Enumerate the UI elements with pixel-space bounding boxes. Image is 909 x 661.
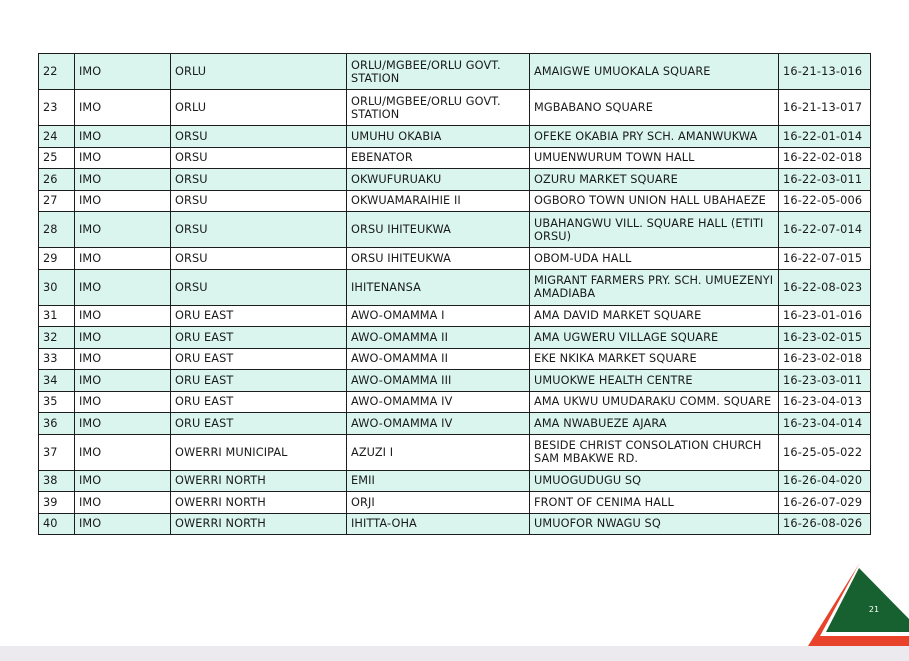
cell-state: IMO — [75, 327, 171, 349]
cell-ward: IHITENANSA — [347, 269, 530, 305]
cell-lga: ORLU — [171, 54, 347, 90]
cell-lga: ORU EAST — [171, 370, 347, 392]
cell-serial-number: 27 — [39, 190, 75, 212]
cell-pu-code: 16-22-07-014 — [779, 212, 871, 248]
cell-polling-unit: BESIDE CHRIST CONSOLATION CHURCH SAM MBAKWE RD. — [530, 434, 779, 470]
table-row — [39, 434, 871, 470]
cell-pu-code: 16-23-02-018 — [779, 348, 871, 370]
cell-serial-number: 39 — [39, 492, 75, 514]
cell-polling-unit: AMA UGWERU VILLAGE SQUARE — [530, 327, 779, 349]
cell-pu-code: 16-21-13-016 — [779, 54, 871, 90]
cell-lga: OWERRI NORTH — [171, 492, 347, 514]
cell-lga: ORSU — [171, 212, 347, 248]
cell-state: IMO — [75, 147, 171, 169]
table-body — [39, 54, 871, 535]
cell-polling-unit: OFEKE OKABIA PRY SCH. AMANWUKWA — [530, 126, 779, 148]
cell-polling-unit: AMA UKWU UMUDARAKU COMM. SQUARE — [530, 391, 779, 413]
cell-serial-number: 38 — [39, 470, 75, 492]
cell-pu-code: 16-22-05-006 — [779, 190, 871, 212]
table-row — [39, 470, 871, 492]
cell-state: IMO — [75, 126, 171, 148]
cell-serial-number: 32 — [39, 327, 75, 349]
cell-polling-unit: UMUOGUDUGU SQ — [530, 470, 779, 492]
cell-state: IMO — [75, 434, 171, 470]
cell-lga: OWERRI NORTH — [171, 513, 347, 535]
cell-serial-number: 24 — [39, 126, 75, 148]
cell-state: IMO — [75, 348, 171, 370]
cell-polling-unit: OZURU MARKET SQUARE — [530, 169, 779, 191]
cell-state: IMO — [75, 212, 171, 248]
cell-lga: ORSU — [171, 248, 347, 270]
cell-pu-code: 16-22-01-014 — [779, 126, 871, 148]
table-row — [39, 305, 871, 327]
cell-pu-code: 16-23-03-011 — [779, 370, 871, 392]
cell-state: IMO — [75, 391, 171, 413]
cell-polling-unit: FRONT OF CENIMA HALL — [530, 492, 779, 514]
cell-serial-number: 31 — [39, 305, 75, 327]
table-row — [39, 269, 871, 305]
table-row — [39, 54, 871, 90]
cell-polling-unit: AMA NWABUEZE AJARA — [530, 413, 779, 435]
cell-pu-code: 16-26-07-029 — [779, 492, 871, 514]
cell-ward: OKWUAMARAIHIE II — [347, 190, 530, 212]
polling-units-table-wrapper — [38, 53, 870, 535]
cell-lga: OWERRI NORTH — [171, 470, 347, 492]
cell-serial-number: 26 — [39, 169, 75, 191]
table-row — [39, 492, 871, 514]
cell-pu-code: 16-22-03-011 — [779, 169, 871, 191]
cell-pu-code: 16-25-05-022 — [779, 434, 871, 470]
table-row — [39, 413, 871, 435]
table-row — [39, 348, 871, 370]
cell-lga: ORU EAST — [171, 391, 347, 413]
cell-state: IMO — [75, 269, 171, 305]
cell-ward: AWO-OMAMMA III — [347, 370, 530, 392]
cell-state: IMO — [75, 305, 171, 327]
cell-polling-unit: UMUENWURUM TOWN HALL — [530, 147, 779, 169]
cell-serial-number: 34 — [39, 370, 75, 392]
cell-polling-unit: OGBORO TOWN UNION HALL UBAHAEZE — [530, 190, 779, 212]
organization-logo-icon — [808, 564, 909, 646]
cell-lga: ORSU — [171, 269, 347, 305]
cell-serial-number: 22 — [39, 54, 75, 90]
cell-ward: OKWUFURUAKU — [347, 169, 530, 191]
table-row — [39, 248, 871, 270]
cell-ward: AWO-OMAMMA II — [347, 327, 530, 349]
cell-lga: ORSU — [171, 126, 347, 148]
cell-serial-number: 36 — [39, 413, 75, 435]
cell-ward: ORLU/MGBEE/ORLU GOVT. STATION — [347, 54, 530, 90]
cell-serial-number: 30 — [39, 269, 75, 305]
cell-state: IMO — [75, 190, 171, 212]
table-row — [39, 212, 871, 248]
page-bottom-edge — [0, 646, 909, 661]
cell-ward: UMUHU OKABIA — [347, 126, 530, 148]
cell-lga: OWERRI MUNICIPAL — [171, 434, 347, 470]
cell-ward: AWO-OMAMMA II — [347, 348, 530, 370]
cell-state: IMO — [75, 169, 171, 191]
cell-polling-unit: UMUOKWE HEALTH CENTRE — [530, 370, 779, 392]
cell-serial-number: 25 — [39, 147, 75, 169]
cell-state: IMO — [75, 370, 171, 392]
cell-ward: AZUZI I — [347, 434, 530, 470]
cell-state: IMO — [75, 248, 171, 270]
cell-lga: ORU EAST — [171, 413, 347, 435]
cell-ward: ORJI — [347, 492, 530, 514]
cell-ward: ORSU IHITEUKWA — [347, 212, 530, 248]
cell-polling-unit: AMAIGWE UMUOKALA SQUARE — [530, 54, 779, 90]
cell-lga: ORU EAST — [171, 327, 347, 349]
cell-pu-code: 16-22-02-018 — [779, 147, 871, 169]
cell-pu-code: 16-23-02-015 — [779, 327, 871, 349]
polling-units-table — [38, 53, 871, 535]
cell-pu-code: 16-23-04-014 — [779, 413, 871, 435]
cell-pu-code: 16-23-04-013 — [779, 391, 871, 413]
cell-pu-code: 16-21-13-017 — [779, 90, 871, 126]
cell-serial-number: 29 — [39, 248, 75, 270]
cell-state: IMO — [75, 513, 171, 535]
cell-polling-unit: EKE NKIKA MARKET SQUARE — [530, 348, 779, 370]
table-row — [39, 391, 871, 413]
cell-ward: ORLU/MGBEE/ORLU GOVT. STATION — [347, 90, 530, 126]
cell-ward: IHITTA-OHA — [347, 513, 530, 535]
cell-state: IMO — [75, 90, 171, 126]
cell-serial-number: 28 — [39, 212, 75, 248]
table-row — [39, 513, 871, 535]
cell-ward: AWO-OMAMMA IV — [347, 391, 530, 413]
cell-ward: EMII — [347, 470, 530, 492]
cell-serial-number: 37 — [39, 434, 75, 470]
table-row — [39, 370, 871, 392]
cell-pu-code: 16-23-01-016 — [779, 305, 871, 327]
table-row — [39, 147, 871, 169]
cell-ward: AWO-OMAMMA I — [347, 305, 530, 327]
cell-ward: ORSU IHITEUKWA — [347, 248, 530, 270]
cell-lga: ORLU — [171, 90, 347, 126]
cell-serial-number: 33 — [39, 348, 75, 370]
cell-polling-unit: MIGRANT FARMERS PRY. SCH. UMUEZENYI AMADIABA — [530, 269, 779, 305]
cell-pu-code: 16-26-08-026 — [779, 513, 871, 535]
cell-state: IMO — [75, 492, 171, 514]
page-number: 21 — [868, 605, 880, 614]
cell-polling-unit: OBOM-UDA HALL — [530, 248, 779, 270]
cell-pu-code: 16-22-08-023 — [779, 269, 871, 305]
cell-lga: ORSU — [171, 169, 347, 191]
cell-ward: AWO-OMAMMA IV — [347, 413, 530, 435]
cell-polling-unit: UBAHANGWU VILL. SQUARE HALL (ETITI ORSU) — [530, 212, 779, 248]
cell-polling-unit: AMA DAVID MARKET SQUARE — [530, 305, 779, 327]
cell-state: IMO — [75, 470, 171, 492]
cell-ward: EBENATOR — [347, 147, 530, 169]
cell-lga: ORU EAST — [171, 348, 347, 370]
cell-serial-number: 40 — [39, 513, 75, 535]
cell-polling-unit: UMUOFOR NWAGU SQ — [530, 513, 779, 535]
cell-polling-unit: MGBABANO SQUARE — [530, 90, 779, 126]
table-row — [39, 126, 871, 148]
table-row — [39, 90, 871, 126]
table-row — [39, 190, 871, 212]
cell-serial-number: 23 — [39, 90, 75, 126]
cell-lga: ORSU — [171, 190, 347, 212]
cell-pu-code: 16-22-07-015 — [779, 248, 871, 270]
cell-serial-number: 35 — [39, 391, 75, 413]
cell-state: IMO — [75, 54, 171, 90]
cell-state: IMO — [75, 413, 171, 435]
cell-lga: ORSU — [171, 147, 347, 169]
table-row — [39, 327, 871, 349]
cell-pu-code: 16-26-04-020 — [779, 470, 871, 492]
cell-lga: ORU EAST — [171, 305, 347, 327]
table-row — [39, 169, 871, 191]
